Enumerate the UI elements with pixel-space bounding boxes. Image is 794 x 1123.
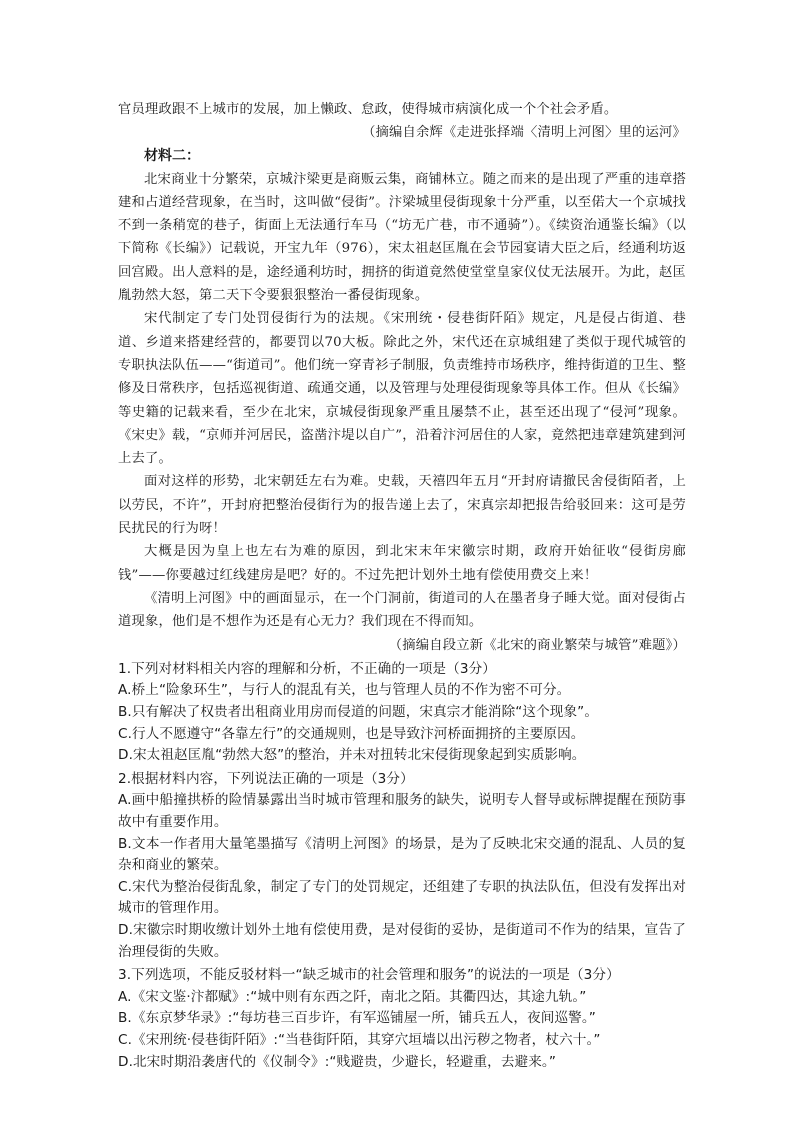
option-b: B.《东京梦华录》:“每坊巷三百步许，有军巡铺屋一所，铺兵五人，夜间巡警。” bbox=[118, 1010, 596, 1027]
material1-source: （摘编自余辉《走进张择端〈清明上河图〉里的运河》 bbox=[362, 125, 686, 141]
material2-paragraph: 北宋商业十分繁荣，京城汴梁更是商贩云集，商铺林立。随之而来的是出现了严重的违章搭建和占道经营现象，在当时，这叫做“侵街”。汴梁城里侵街现象十分严重，以至偌大一个京城找不到一条稍宽的巷子，街面上无法通行车马（“坊无广巷，市不通骑”）。《续资治通鉴长编》（以下简称《长编》）记载说，开宝九年（976），宋太祖赵匡胤在会节园宴请大臣之后，经通利坊返回宫殿。出人意料的是，途经通利坊时，拥挤的街道竟然使堂堂皇家仪仗无法展开。为此，赵匡胤勃然大怒，第二天下令要狠狠整治一番侵街现象。 bbox=[118, 171, 686, 304]
question-stem: 3.下列选项，不能反驳材料一“缺乏城市的社会管理和服务”的说法的一项是（3分） bbox=[118, 967, 620, 984]
material2-paragraph: 宋代制定了专门处罚侵街行为的法规。《宋刑统・侵巷街阡陌》规定，凡是侵占街道、巷道、乡道来搭建经营的，都要罚以70大板。除此之外，宋代还在京城组建了类似于现代城管的专职执法队伍——“街道司”。他们统一穿青衫子制服，负责维持市场秩序，维持街道的卫生、整修及日常秩序，包括巡视街道、疏通交通，以及管理与处理侵街现象等具体工作。但从《长编》等史籍的记载来看，至少在北宋，京城侵街现象严重且屡禁不止，甚至还出现了“侵河”现象。《宋史》载，“京师并河居民，盗凿汴堤以自广”，沿着汴河居住的人家，竟然把违章建筑建到河上去了。 bbox=[118, 311, 686, 467]
option-a: A.桥上“险象环生”，与行人的混乱有关，也与管理人员的不作为密不可分。 bbox=[118, 682, 571, 699]
option-d: D.北宋时期沿袭唐代的《仪制令》:“贱避贵，少避长，轻避重，去避来。” bbox=[118, 1053, 556, 1070]
option-a: A.《宋文鉴·汴都赋》:“城中则有东西之阡，南北之陌。其衢四达，其途九轨。” bbox=[118, 988, 587, 1005]
option-d: D.宋太祖赵匡胤“勃然大怒”的整治，并未对扭转北宋侵街现象起到实质影响。 bbox=[118, 747, 586, 764]
document-page bbox=[118, 98, 686, 1073]
option-c: C.《宋刑统·侵巷街阡陌》:“当巷街阡陌，其穿穴垣墙以出污秽之物者，杖六十。” bbox=[118, 1031, 601, 1048]
option-c: C.行人不愿遵守“各靠左行”的交通规则，也是导致汴河桥面拥挤的主要原因。 bbox=[118, 725, 585, 742]
material2-paragraph: 面对这样的形势，北宋朝廷左右为难。史载，天禧四年五月“开封府请撤民舍侵街陌者，上以劳民，不许”，开封府把整治侵街行为的报告递上去了，宋真宗却把报告给驳回来：这可是劳民扰民的行为呀！ bbox=[118, 474, 686, 537]
option-a: A.画中船撞拱桥的险情暴露出当时城市管理和服务的缺失，说明专人督导或标牌提醒在预防事故中有重要作用。 bbox=[118, 792, 686, 830]
question-2 bbox=[118, 769, 686, 963]
material2-paragraph: 大概是因为皇上也左右为难的原因，到北宋末年宋徽宗时期，政府开始征收“侵街房廊钱”——你要越过红线建房是吧？好的。不过先把计划外土地有偿使用费交上来！ bbox=[118, 544, 686, 583]
material1-last-line: 官员理政跟不上城市的发展，加上懒政、怠政，使得城市病演化成一个个社会矛盾。 bbox=[118, 102, 618, 117]
question-1 bbox=[118, 659, 686, 767]
question-stem: 1.下列对材料相关内容的理解和分析，不正确的一项是（3分） bbox=[118, 660, 496, 677]
option-c: C.宋代为整治侵街乱象，制定了专门的处罚规定，还组建了专职的执法队伍，但没有发挥出对城市的管理作用。 bbox=[118, 878, 686, 917]
option-d: D.宋徽宗时期收缴计划外土地有偿使用费，是对侵街的妥协，是街道司不作为的结果，宣告了治理侵街的失败。 bbox=[118, 921, 686, 960]
option-b: B.文本一作者用大量笔墨描写《清明上河图》的场景，是为了反映北宋交通的混乱、人员的复杂和商业的繁荣。 bbox=[118, 835, 686, 874]
material2-paragraph: 《清明上河图》中的画面显示，在一个门洞前，街道司的人在墨者身子睡大觉。面对侵街占道现象，他们是不想作为还是有心无力？我们现在不得而知。 bbox=[118, 590, 686, 630]
material2-source: （摘编自段立新《北宋的商业繁荣与城管”难题》） bbox=[388, 637, 686, 653]
material2-heading: 材料二： bbox=[144, 147, 200, 164]
question-3 bbox=[118, 965, 686, 1073]
option-b: B.只有解决了权贵者出租商业用房而侵道的问题，宋真宗才能消除“这个现象”。 bbox=[118, 704, 599, 721]
question-stem: 2.根据材料内容，下列说法正确的一项是（3分） bbox=[118, 770, 414, 787]
